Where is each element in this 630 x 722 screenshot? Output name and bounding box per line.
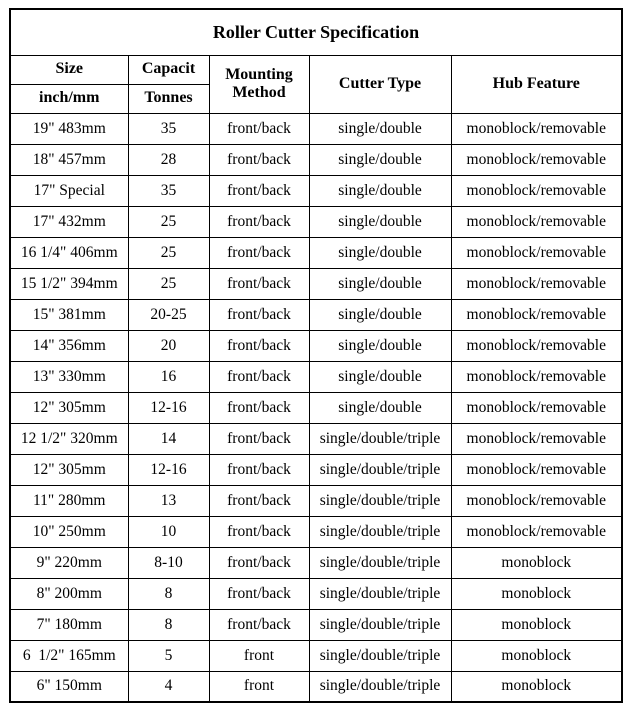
size-cell: 16 1/4" 406mm <box>10 237 128 268</box>
capacity-cell: 4 <box>128 671 209 702</box>
table-row <box>10 144 622 175</box>
mounting-cell: front/back <box>209 268 309 299</box>
capacity-cell: 8 <box>128 578 209 609</box>
table-row <box>10 237 622 268</box>
size-cell: 17" 432mm <box>10 206 128 237</box>
table-row <box>10 547 622 578</box>
title-row <box>10 9 622 55</box>
mounting-cell: front/back <box>209 485 309 516</box>
table-row <box>10 392 622 423</box>
capacity-cell: 20 <box>128 330 209 361</box>
mounting-cell: front/back <box>209 454 309 485</box>
mounting-cell: front/back <box>209 299 309 330</box>
cutter-type-cell: single/double <box>309 299 451 330</box>
hub-feature-cell: monoblock/removable <box>451 392 622 423</box>
size-cell: 17" Special <box>10 175 128 206</box>
capacity-cell: 20-25 <box>128 299 209 330</box>
capacity-cell: 13 <box>128 485 209 516</box>
hub-feature-cell: monoblock/removable <box>451 237 622 268</box>
mounting-cell: front/back <box>209 144 309 175</box>
column-header-hub-feature: Hub Feature <box>451 55 622 113</box>
mounting-cell: front/back <box>209 175 309 206</box>
capacity-cell: 35 <box>128 113 209 144</box>
table-row <box>10 361 622 392</box>
cutter-type-cell: single/double/triple <box>309 547 451 578</box>
header-row-1 <box>10 55 622 84</box>
mounting-cell: front <box>209 671 309 702</box>
cutter-type-cell: single/double <box>309 175 451 206</box>
column-header-capacity: Capacit <box>128 55 209 84</box>
mounting-cell: front/back <box>209 423 309 454</box>
cutter-type-cell: single/double <box>309 361 451 392</box>
cutter-type-cell: single/double/triple <box>309 640 451 671</box>
table-row <box>10 485 622 516</box>
mounting-cell: front/back <box>209 578 309 609</box>
capacity-cell: 12-16 <box>128 454 209 485</box>
capacity-cell: 5 <box>128 640 209 671</box>
mounting-cell: front <box>209 640 309 671</box>
table-row <box>10 671 622 702</box>
cutter-type-cell: single/double/triple <box>309 516 451 547</box>
capacity-cell: 35 <box>128 175 209 206</box>
table-row <box>10 516 622 547</box>
cutter-type-cell: single/double <box>309 113 451 144</box>
table-row <box>10 268 622 299</box>
size-cell: 15" 381mm <box>10 299 128 330</box>
column-header-size: Size <box>10 55 128 84</box>
table-row <box>10 609 622 640</box>
mounting-cell: front/back <box>209 547 309 578</box>
size-cell: 14" 356mm <box>10 330 128 361</box>
capacity-cell: 25 <box>128 206 209 237</box>
hub-feature-cell: monoblock/removable <box>451 423 622 454</box>
hub-feature-cell: monoblock <box>451 640 622 671</box>
hub-feature-cell: monoblock <box>451 609 622 640</box>
capacity-cell: 14 <box>128 423 209 454</box>
hub-feature-cell: monoblock/removable <box>451 361 622 392</box>
hub-feature-cell: monoblock/removable <box>451 268 622 299</box>
column-header-mounting-method: Mounting Method <box>209 55 309 113</box>
hub-feature-cell: monoblock/removable <box>451 454 622 485</box>
cutter-type-cell: single/double <box>309 392 451 423</box>
capacity-cell: 25 <box>128 237 209 268</box>
mounting-cell: front/back <box>209 113 309 144</box>
page-title: Roller Cutter Specification <box>10 9 622 55</box>
size-cell: 12 1/2" 320mm <box>10 423 128 454</box>
capacity-cell: 28 <box>128 144 209 175</box>
table-row <box>10 578 622 609</box>
cutter-type-cell: single/double/triple <box>309 423 451 454</box>
hub-feature-cell: monoblock/removable <box>451 144 622 175</box>
table-row <box>10 206 622 237</box>
table-row <box>10 640 622 671</box>
size-cell: 7" 180mm <box>10 609 128 640</box>
mounting-cell: front/back <box>209 361 309 392</box>
hub-feature-cell: monoblock/removable <box>451 206 622 237</box>
mounting-cell: front/back <box>209 206 309 237</box>
hub-feature-cell: monoblock <box>451 671 622 702</box>
cutter-type-cell: single/double/triple <box>309 671 451 702</box>
hub-feature-cell: monoblock/removable <box>451 299 622 330</box>
mounting-cell: front/back <box>209 392 309 423</box>
size-cell: 15 1/2" 394mm <box>10 268 128 299</box>
capacity-cell: 8-10 <box>128 547 209 578</box>
column-header-capacity-unit: Tonnes <box>128 84 209 113</box>
size-cell: 6 1/2" 165mm <box>10 640 128 671</box>
table-row <box>10 454 622 485</box>
cutter-type-cell: single/double <box>309 237 451 268</box>
size-cell: 19" 483mm <box>10 113 128 144</box>
size-cell: 12" 305mm <box>10 454 128 485</box>
size-cell: 18" 457mm <box>10 144 128 175</box>
cutter-type-cell: single/double <box>309 330 451 361</box>
size-cell: 10" 250mm <box>10 516 128 547</box>
table-row <box>10 330 622 361</box>
hub-feature-cell: monoblock/removable <box>451 516 622 547</box>
table-row <box>10 423 622 454</box>
hub-feature-cell: monoblock <box>451 578 622 609</box>
cutter-type-cell: single/double/triple <box>309 609 451 640</box>
mounting-cell: front/back <box>209 609 309 640</box>
mounting-cell: front/back <box>209 330 309 361</box>
column-header-cutter-type: Cutter Type <box>309 55 451 113</box>
capacity-cell: 16 <box>128 361 209 392</box>
mounting-cell: front/back <box>209 516 309 547</box>
size-cell: 12" 305mm <box>10 392 128 423</box>
size-cell: 11" 280mm <box>10 485 128 516</box>
hub-feature-cell: monoblock/removable <box>451 485 622 516</box>
capacity-cell: 8 <box>128 609 209 640</box>
table-row <box>10 299 622 330</box>
table-row <box>10 175 622 206</box>
roller-cutter-spec-table <box>9 8 623 703</box>
capacity-cell: 10 <box>128 516 209 547</box>
capacity-cell: 25 <box>128 268 209 299</box>
hub-feature-cell: monoblock/removable <box>451 113 622 144</box>
cutter-type-cell: single/double/triple <box>309 485 451 516</box>
mounting-cell: front/back <box>209 237 309 268</box>
size-cell: 8" 200mm <box>10 578 128 609</box>
hub-feature-cell: monoblock <box>451 547 622 578</box>
hub-feature-cell: monoblock/removable <box>451 330 622 361</box>
capacity-cell: 12-16 <box>128 392 209 423</box>
cutter-type-cell: single/double/triple <box>309 454 451 485</box>
table-row <box>10 113 622 144</box>
cutter-type-cell: single/double <box>309 144 451 175</box>
hub-feature-cell: monoblock/removable <box>451 175 622 206</box>
column-header-size-unit: inch/mm <box>10 84 128 113</box>
size-cell: 6" 150mm <box>10 671 128 702</box>
size-cell: 9" 220mm <box>10 547 128 578</box>
table-header <box>10 9 622 113</box>
cutter-type-cell: single/double/triple <box>309 578 451 609</box>
cutter-type-cell: single/double <box>309 268 451 299</box>
cutter-type-cell: single/double <box>309 206 451 237</box>
table-body <box>10 113 622 702</box>
size-cell: 13" 330mm <box>10 361 128 392</box>
